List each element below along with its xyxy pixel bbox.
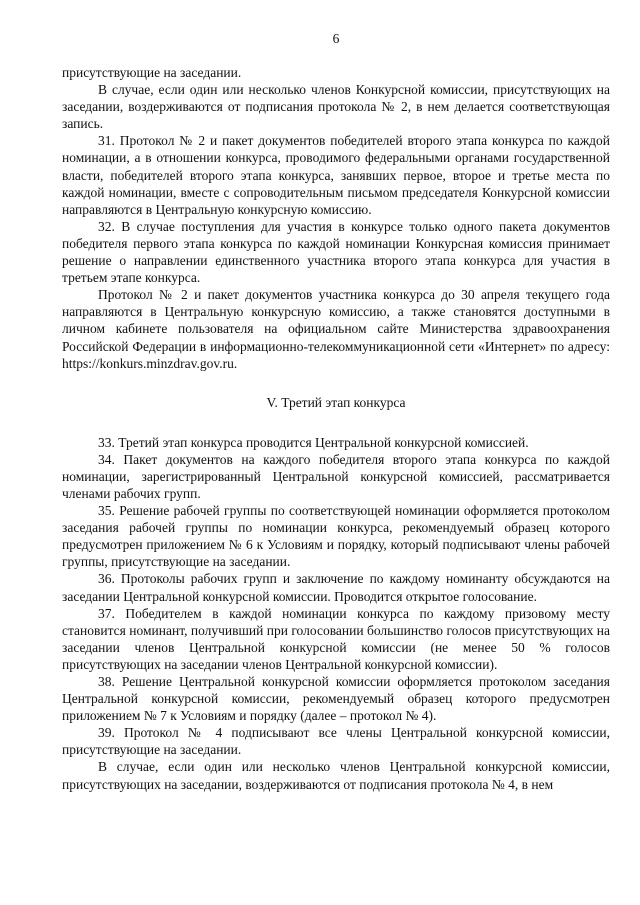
paragraph-item-35: 35. Решение рабочей группы по соответствующей номинации оформляется протоколом заседания рабочей группы по номинации конкурса, рекомендуемый образец которого предусмотрен приложением № 6 к Условиям и порядку, который подписывают члены рабочей группы, присутствующие на заседании. xyxy=(62,503,610,570)
paragraph-item-34: 34. Пакет документов на каждого победителя второго этапа конкурса по каждой номинации, зарегистрированный Центральной конкурсной комиссией, рассматривается членами рабочих групп. xyxy=(62,451,610,501)
paragraphs-before-section xyxy=(62,64,610,372)
paragraph-item-39: 39. Протокол № 4 подписывают все члены Центральной конкурсной комиссии, присутствующие на заседании. xyxy=(62,725,610,758)
paragraph-item-32: 32. В случае поступления для участия в конкурсе только одного пакета документов победителя первого этапа конкурса по каждой номинации Конкурсная комиссия принимает решение о направлении единственного участника второго этапа конкурса для участия в третьем этапе конкурса. xyxy=(62,218,610,286)
page-number: 6 xyxy=(332,31,340,46)
paragraph-item-36: 36. Протоколы рабочих групп и заключение по каждому номинанту обсуждаются на заседании Центральной конкурсной комиссии. Проводится открытое голосование. xyxy=(62,571,610,604)
paragraph-item-37: 37. Победителем в каждой номинации конкурса по каждому призовому месту становится номинант, получивший при голосовании большинство голосов присутствующих на заседании членов Центральной конкурсной комиссии (не менее 50 % голосов присутствующих на заседании членов Центральной конкурсной комиссии). xyxy=(62,605,610,672)
paragraph-item-33: 33. Третий этап конкурса проводится Центральной конкурсной комиссией. xyxy=(98,434,529,450)
paragraph: В случае, если один или несколько членов Центральной конкурсной комиссии, присутствующих на заседании, воздерживаются от подписания протокола № 4, в нем xyxy=(62,759,610,792)
paragraph: В случае, если один или несколько членов Конкурсной комиссии, присутствующих на заседании, воздерживаются от подписания протокола № 2, в нем делается соответствующая запись. xyxy=(62,82,610,132)
paragraph: Протокол № 2 и пакет документов участника конкурса до 30 апреля текущего года направляются в Центральную конкурсную комиссию, а также становятся доступными в личном кабинете пользователя на официальном сайте Министерства здравоохранения Российской Федерации в информационно-телекоммуникационной сети «Интернет» по адресу: https://konkurs.minzdrav.gov.ru. xyxy=(62,287,610,371)
section-heading: V. Третий этап конкурса xyxy=(266,394,406,410)
paragraph: присутствующие на заседании. xyxy=(62,65,242,80)
paragraph-item-38: 38. Решение Центральной конкурсной комиссии оформляется протоколом заседания Центральной конкурсной комиссии, рекомендуемый образец которого предусмотрен приложением № 7 к Условиям и порядку (далее – протокол № 4). xyxy=(62,674,610,724)
paragraph-item-31: 31. Протокол № 2 и пакет документов победителей второго этапа конкурса по каждой номинации, а в отношении конкурса, проводимого федеральными органами государственной власти, победителей второго этапа конкурса, занявших первое, второе и третье места по каждой номинации, вместе с сопроводительным письмом председателя Конкурсной комиссии направляются в Центральную конкурсную комиссию. xyxy=(62,133,610,217)
paragraphs-after-section xyxy=(62,434,610,793)
